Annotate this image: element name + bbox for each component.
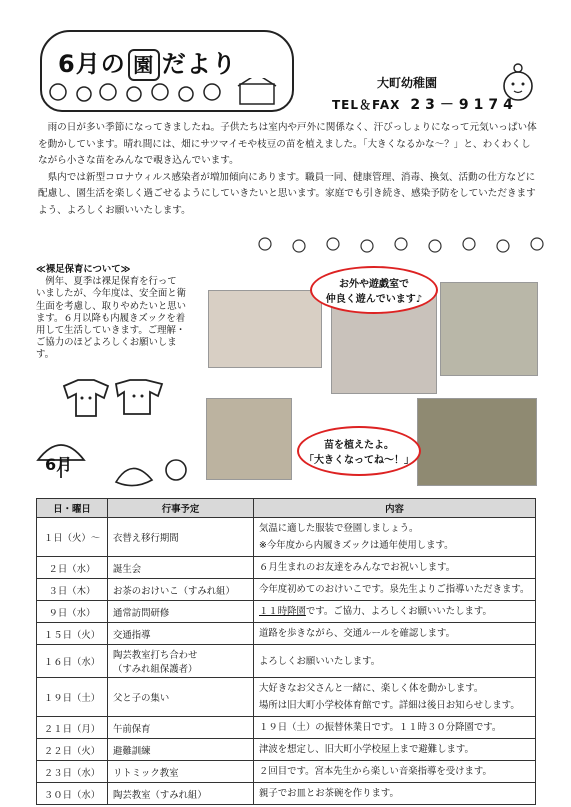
row-event: 父と子の集い	[108, 678, 254, 717]
row-date: １９日（土）	[37, 678, 108, 717]
tel-number: 23－9174	[410, 97, 518, 113]
speech-bubble-play	[310, 266, 438, 314]
table-header-row	[37, 499, 536, 518]
row-event: 陶芸教室（すみれ組）	[108, 783, 254, 805]
content-underlined: １１時降園	[259, 606, 306, 617]
event-line: 陶芸教室打ち合わせ	[113, 650, 198, 661]
bubble-line: 「大きくなってね～！」	[304, 455, 414, 466]
row-content: 津波を想定し、旧大町小学校屋上まで避難します。	[254, 739, 536, 761]
row-content	[254, 601, 536, 623]
table-row	[37, 645, 536, 678]
intro-paragraph: 県内では新型コロナウィルス感染者が増加傾向にあります。職員一同、健康管理、消毒、換気、活動の仕方などに配慮し、園生活を楽しく過ごせるようにしていきたいと思います。家庭でも引き続き、感染予防をしていただきますよう、よろしくお願いいたします。	[38, 171, 536, 216]
bubble-line: 仲良く遊んでいます♪	[325, 294, 423, 305]
row-date: ９日（水）	[37, 601, 108, 623]
row-event: 通常訪問研修	[108, 601, 254, 623]
content-line: 場所は旧大町小学校体育館です。詳細は後日お知らせします。	[259, 700, 520, 711]
title-month-number: 6	[58, 50, 76, 78]
barefoot-note	[36, 264, 186, 362]
row-event: 午前保育	[108, 717, 254, 739]
row-date: ３日（木）	[37, 579, 108, 601]
speech-bubble-plant	[297, 426, 421, 476]
row-event: リトミック教室	[108, 761, 254, 783]
row-content: ２回目です。宮本先生から楽しい音楽指導を受けます。	[254, 761, 536, 783]
row-content: 道路を歩きながら、交通ルールを確認します。	[254, 623, 536, 645]
row-date: ２日（水）	[37, 557, 108, 579]
month-label: 6月	[45, 455, 73, 474]
photo-planting	[206, 398, 292, 480]
table-row	[37, 623, 536, 645]
row-event: 交通指導	[108, 623, 254, 645]
table-row	[37, 783, 536, 805]
schedule-table	[36, 498, 536, 805]
row-date: ２３日（水）	[37, 761, 108, 783]
bubble-line: お外や遊戯室で	[339, 279, 409, 290]
newsletter-title	[58, 44, 237, 81]
intro-text	[38, 120, 538, 219]
photo-children-hats	[208, 290, 322, 368]
table-row	[37, 518, 536, 557]
header-event: 行事予定	[108, 499, 254, 518]
row-date: ３０日（水）	[37, 783, 108, 805]
row-content: よろしくお願いいたします。	[254, 645, 536, 678]
row-content: ６月生まれのお友達をみんなでお祝いします。	[254, 557, 536, 579]
table-row	[37, 739, 536, 761]
title-kanji-box: 園	[128, 49, 160, 81]
event-line: （すみれ組保護者）	[113, 664, 198, 675]
header-content: 内容	[254, 499, 536, 518]
row-date: １５日（火）	[37, 623, 108, 645]
table-row	[37, 717, 536, 739]
tel-label: TEL＆FAX	[332, 98, 401, 112]
row-content: 今年度初めてのおけいこです。泉先生よりご指導いただきます。	[254, 579, 536, 601]
table-row	[37, 579, 536, 601]
row-event: お茶のおけいこ（すみれ組）	[108, 579, 254, 601]
leaf-frog-icon	[112, 456, 192, 490]
row-event	[108, 645, 254, 678]
row-date: １日（火）～	[37, 518, 108, 557]
school-name: 大町幼稚園	[377, 76, 438, 90]
row-date: ２２日（火）	[37, 739, 108, 761]
content-rest: です。ご協力、よろしくお願いいたします。	[305, 606, 492, 617]
note-body: 例年、夏季は裸足保育を行っていましたが、今年度は、安全面と衛生面を考慮し、取りやめたいと思います。６月以降も内履きズックを着用して生活していきます。ご理解・ご協力のほどよろしくお願いします。	[36, 276, 187, 361]
photo-swing	[440, 282, 538, 376]
row-event: 避難訓練	[108, 739, 254, 761]
row-content: 親子でお皿とお茶碗を作ります。	[254, 783, 536, 805]
content-line: ※今年度から内履きズックは通年使用します。	[259, 540, 454, 551]
face-doodles	[255, 234, 555, 258]
row-content: １９日（土）の振替休業日です。１１時３０分降園です。	[254, 717, 536, 739]
note-heading: ≪裸足保育について≫	[36, 264, 131, 275]
row-content	[254, 678, 536, 717]
title-end: だより	[161, 50, 237, 78]
bubble-line: 苗を植えたよ。	[324, 440, 394, 451]
table-row	[37, 601, 536, 623]
row-event: 衣替え移行期間	[108, 518, 254, 557]
header-date: 日・曜日	[37, 499, 108, 518]
row-event: 誕生会	[108, 557, 254, 579]
banner-doodles	[44, 78, 284, 106]
content-line: 気温に適した服装で登園しましょう。	[259, 523, 419, 534]
table-row	[37, 557, 536, 579]
row-date: ２１日（月）	[37, 717, 108, 739]
mascot-icon	[498, 62, 538, 108]
table-row	[37, 761, 536, 783]
tel-line	[332, 94, 518, 114]
intro-paragraph: 雨の日が多い季節になってきましたね。子供たちは室内や戸外に関係なく、汗びっしょりになって元気いっぱい体を動かしています。晴れ間には、畑にサツマイモや枝豆の苗を植えました。「大きくなるかな～？」と、わくわくしながら小さな苗をみんなで覗き込んでいます。	[38, 122, 537, 166]
title-month-suffix: 月の	[75, 50, 126, 78]
row-date: １６日（水）	[37, 645, 108, 678]
table-row	[37, 678, 536, 717]
photo-garden	[417, 398, 537, 486]
row-content	[254, 518, 536, 557]
content-line: 大好きなお父さんと一緒に、楽しく体を動かします。	[259, 683, 484, 694]
clothes-icon	[58, 376, 168, 424]
